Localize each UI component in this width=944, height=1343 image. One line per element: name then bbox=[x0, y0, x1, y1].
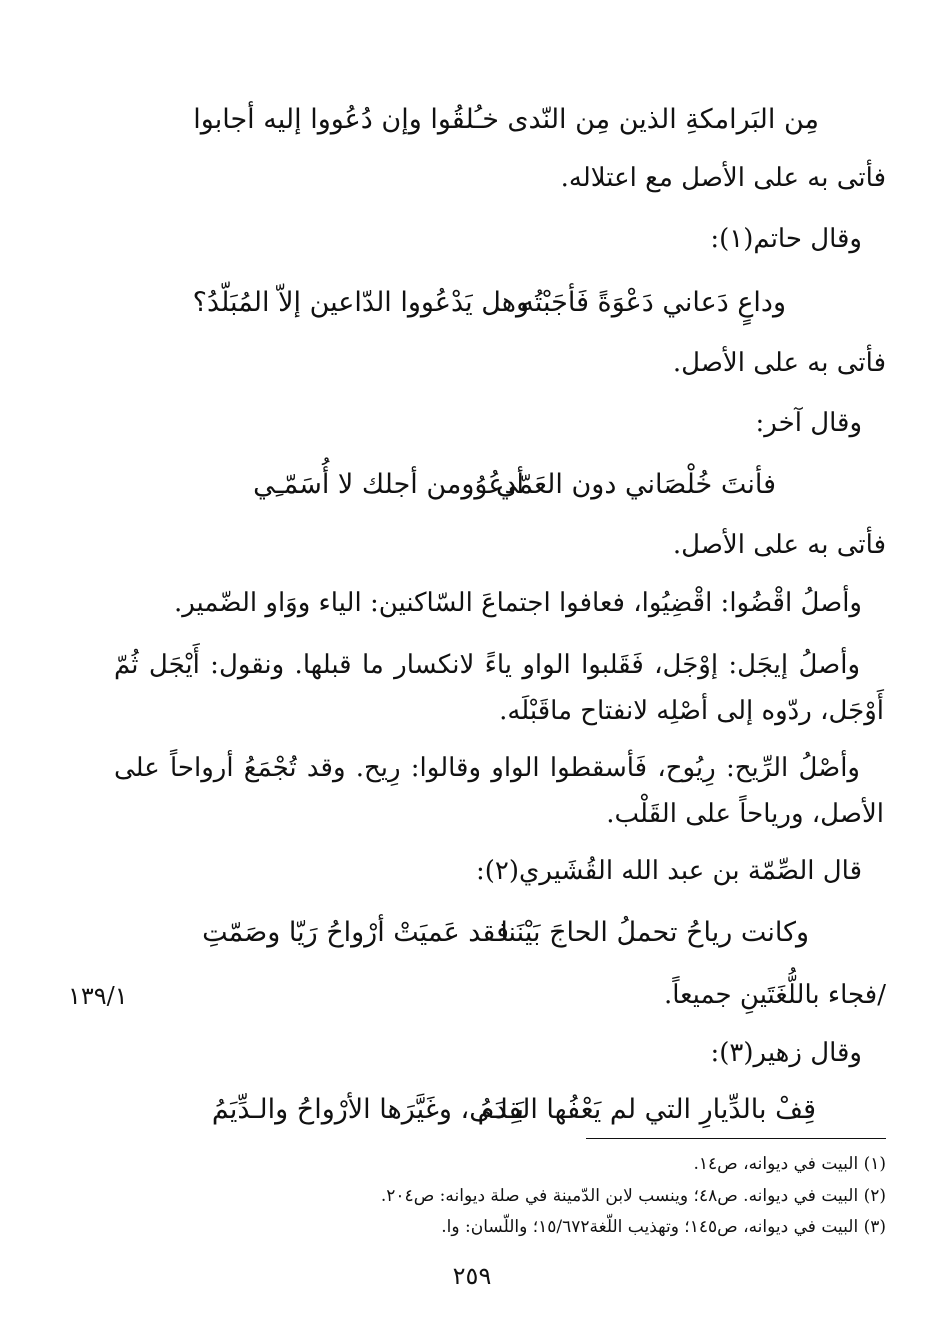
verse-first-hemistich: قِفْ بالدِّيارِ التي لم يَعْفُها القِدَمُ bbox=[477, 1094, 816, 1125]
paragraph: وأصْلُ الرِّيح: رِيُوح، فَأسقطوا الواو وقالوا: رِيح. وقد تُجْمَعُ أرواحاً على الأصل، ورياحاً على القَلْب. bbox=[114, 753, 884, 829]
verse-line bbox=[0, 1085, 944, 1135]
paragraph: وأصلُ إيجَل: إوْجَل، فَقَلبوا الواو ياءً لانكسار ما قبلها. ونقول: أَيْجَل ثُمّ أَوْجَل، ردّوه إلى أصْلِه لانفتاح ماقَبْلَه. bbox=[114, 650, 884, 726]
verse-line bbox=[0, 460, 944, 510]
footnote: (١) البيت في ديوانه، ص١٤. bbox=[693, 1154, 886, 1174]
verse-line bbox=[0, 908, 944, 958]
verse-first-hemistich: مِن البَرامكةِ الذين مِن النّدى bbox=[507, 104, 819, 135]
text-line: فأتى به على الأصل. bbox=[672, 348, 886, 378]
verse-second-hemistich: بَـلـى، وغَيَّرَها الأرْواحُ والـدِّيَمُ bbox=[211, 1094, 524, 1125]
verse-second-hemistich: أدعُوُومن أجلك لا أُسَمّـِي bbox=[253, 469, 524, 500]
text-line: فأتى به على الأصل. bbox=[672, 530, 886, 560]
verse-second-hemistich: فقد عَميَتْ أرْواحُ رَيّا وصَمّتِ bbox=[202, 917, 509, 948]
footnote: (٣) البيت في ديوانه، ص١٤٥؛ وتهذيب اللّغة١٥/٦٧٢؛ واللّسان: وا. bbox=[441, 1217, 886, 1237]
text-line: وقال حاتم(١): bbox=[710, 224, 862, 254]
verse-second-hemistich: خـُلقُوا وإن دُعُووا إليه أجابوا bbox=[193, 104, 499, 135]
text-line: قال الصِّمّة بن عبد الله القُشَيري(٢): bbox=[475, 856, 862, 886]
verse-line bbox=[0, 95, 944, 145]
footnote: (٢) البيت في ديوانه. ص٤٨؛ وينسب لابن الدّمينة في صلة ديوانه: ص٢٠٤. bbox=[380, 1186, 886, 1206]
text-line: /فجاء باللُّغَتَينِ جميعاً. bbox=[663, 980, 886, 1010]
margin-folio-marker: ١٣٩/١ bbox=[68, 982, 128, 1010]
footnote-separator bbox=[586, 1138, 886, 1139]
text-line: وقال آخر: bbox=[755, 408, 862, 438]
text-line: وأصلُ اقْضُوا: اقْضِيُوا، فعافوا اجتماعَ السّاكنين: الياء ووَاو الضّمير. bbox=[173, 588, 862, 618]
verse-first-hemistich: فأنتَ خُلْصَاني دون العَمّي bbox=[496, 469, 776, 500]
page-number: ٢٥٩ bbox=[452, 1262, 492, 1290]
verse-first-hemistich: وداعٍ دَعاني دَعْوَةً فَأجَبْتُه bbox=[520, 287, 786, 318]
verse-second-hemistich: وهل يَدْعُووا الدّاعين إلاّ المُبَلّدُ؟ bbox=[192, 287, 529, 318]
text-line: وقال زهير(٣): bbox=[710, 1038, 862, 1068]
text-line: فأتى به على الأصل مع اعتلاله. bbox=[560, 163, 886, 193]
verse-line bbox=[0, 278, 944, 328]
verse-first-hemistich: وكانت رياحُ تحملُ الحاجَ بَيْنَنا bbox=[500, 917, 809, 948]
